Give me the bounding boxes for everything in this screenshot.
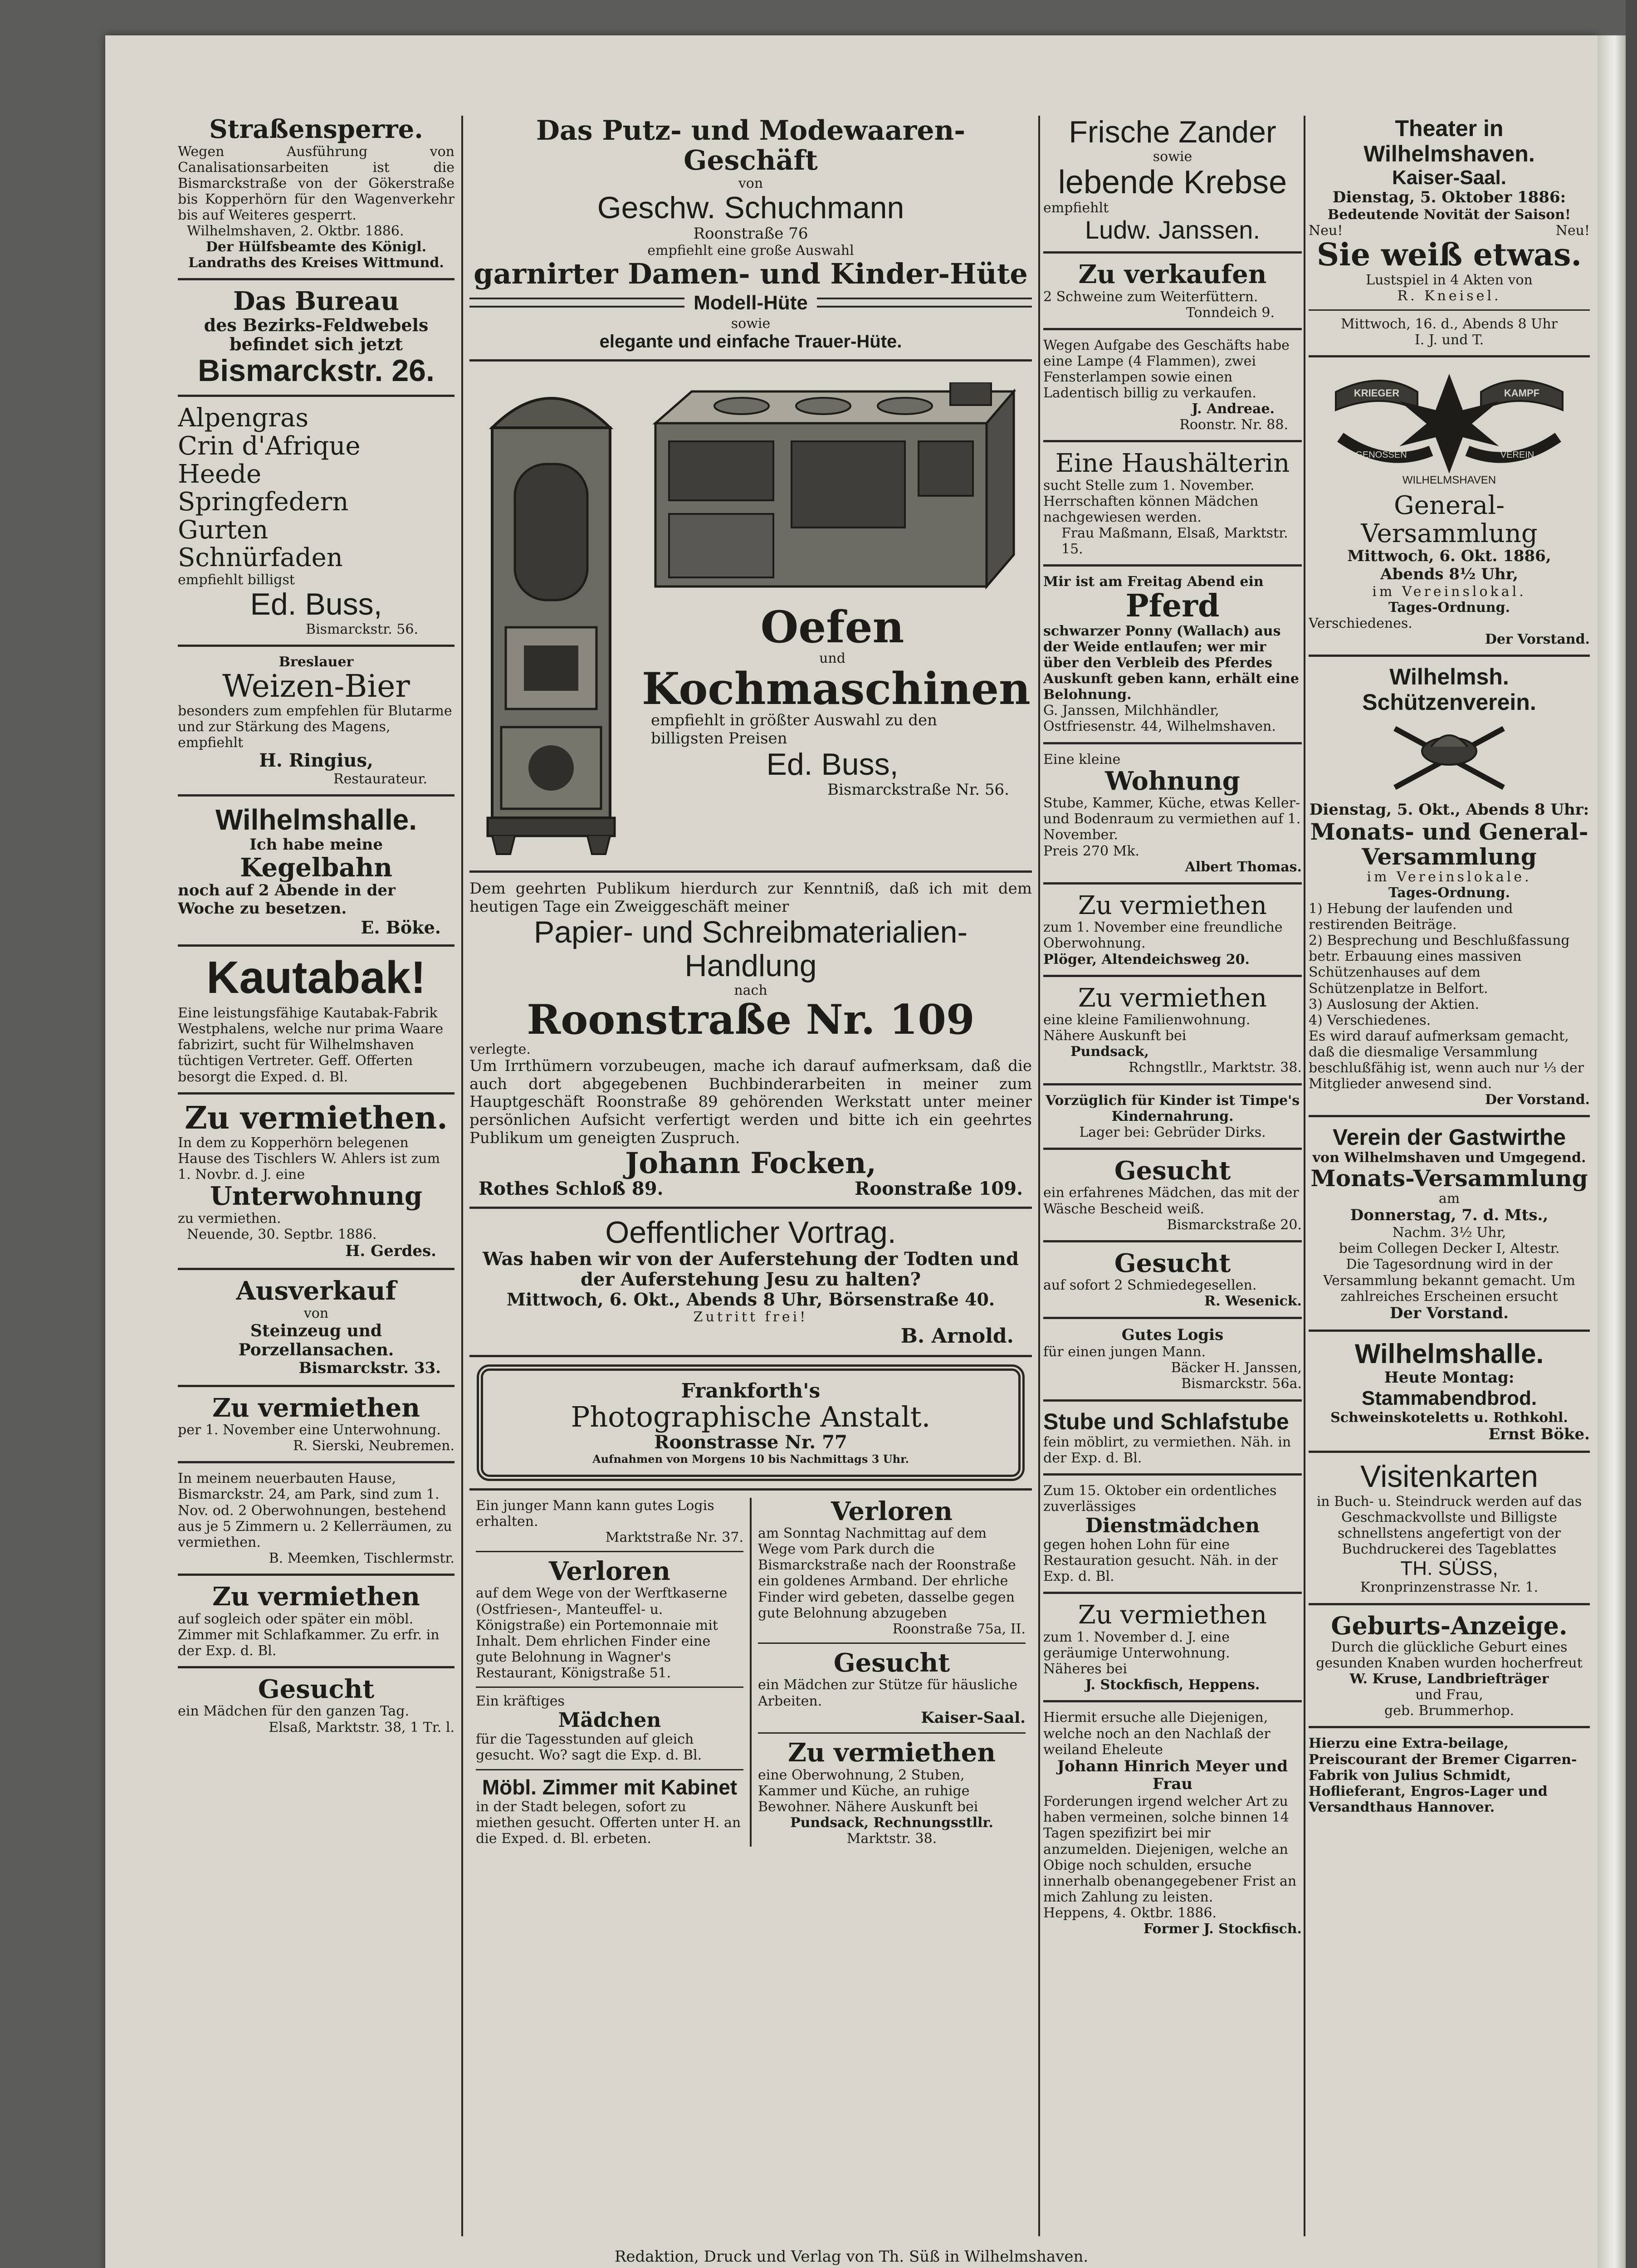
ad-title: Zu vermiethen — [212, 1393, 420, 1423]
ad-sign: Der Vorstand. — [1485, 631, 1590, 648]
ad-text: in Buch- u. Steindruck werden auf das Geschmackvollste und Billigste schnellstens angefertigt von der Buchdruckerei des Tageblattes — [1316, 1493, 1582, 1558]
ad-play: Sie weiß etwas. — [1316, 237, 1582, 274]
ad-title: Gesucht — [258, 1674, 375, 1704]
ad-wanted-4 — [1043, 1250, 1302, 1310]
ad-lodging — [476, 1498, 743, 1545]
ad-title: Kautabak! — [206, 952, 426, 1003]
ad-address: Roonstrasse Nr. 77 — [654, 1431, 847, 1453]
ad-text: Eine leistungsfähige Kautabak-Fabrik Westphalens, welche nur prima Waare fabrizirt, sucht für Wilhelmshaven tüchtigen Vertreter. Geff. Offerten besorgt die Exped. d. Bl. — [178, 1005, 444, 1085]
ad-date: Dienstag, 5. Oktober 1886: — [1332, 188, 1566, 207]
ad-room — [476, 1776, 743, 1847]
emblem-seal-left: GENOSSEN — [1355, 450, 1407, 460]
column-rule — [1304, 116, 1305, 2236]
agenda-item: 1) Hebung der laufenden und restirenden Beiträge. — [1309, 901, 1513, 933]
emblem-ribbon-left: KRIEGER — [1354, 387, 1400, 399]
ad-title-2: Monats-Versammlung — [1310, 1165, 1588, 1192]
ad-title: General-Versammlung — [1361, 491, 1538, 548]
ad-agenda-items — [1309, 901, 1590, 1092]
ad-when: Mittwoch, 6. Okt., Abends 8 Uhr, Börsenstraße 40. — [506, 1289, 995, 1310]
iron-cross-emblem-icon — [1327, 365, 1572, 487]
ad-name: E. Böke. — [361, 917, 441, 938]
decor-line — [817, 298, 1032, 308]
ad-chewing-tobacco — [178, 954, 454, 1085]
ad-text: Um Irrthümern vorzubeugen, mache ich darauf aufmerksam, daß die auch dort abgegebenen Buchbinderarbeiten in meiner zum Hauptgeschäft Roonstraße 89 gehörenden Werkstatt unter meiner persönlichen Aufsicht verfertigt werden und bitte ich ein geehrtes Publikum um geneigten Zuspruch. — [469, 1056, 1032, 1147]
ad-name: G. Janssen, Milchhändler, Ostfriesenstr. 44, Wilhelmshaven. — [1043, 703, 1276, 735]
ad-sowie: sowie — [731, 315, 771, 332]
ad-housekeeper — [1043, 450, 1302, 557]
column-rule — [461, 116, 463, 2236]
ad-pre: Breslauer — [279, 654, 354, 670]
ad-title: Wohnung — [1105, 766, 1240, 796]
ad-title: Zu vermiethen — [1078, 1600, 1267, 1630]
stove-text — [642, 601, 1031, 799]
ad-supplement — [1309, 1735, 1590, 1815]
decor-line — [469, 298, 684, 308]
column-4 — [1309, 116, 1590, 2236]
ad-where: im Vereinslokal. — [1372, 583, 1526, 600]
ad-note: empfiehlt billigst — [178, 572, 295, 588]
ad-verlegte: verlegte. — [469, 1041, 531, 1057]
ad-title: Photographische Anstalt. — [571, 1400, 931, 1433]
emblem-ribbon-right: KAMPF — [1504, 387, 1540, 399]
ad-text: Ein junger Mann kann gutes Logis erhalten. — [476, 1497, 714, 1530]
ad-line: befindet sich jetzt — [230, 334, 403, 355]
ad-text: Stube, Kammer, Küche, etwas Keller- und Bodenraum zu vermiethen auf 1. November. — [1043, 795, 1301, 843]
ad-text: per 1. November eine Unterwohnung. — [178, 1422, 441, 1438]
ad-text: In meinem neuerbauten Hause, Bismarckstr. 24, am Park, sind zum 1. Nov. od. 2 Oberwohnungen, bestehend aus je 5 Zimmern u. 2 Kellerräumen, zu vermiethen. — [178, 1471, 452, 1550]
ad-horse — [1043, 574, 1302, 734]
ad-title: Frische Zander — [1069, 116, 1276, 149]
ad-date: Wilhelmshaven, 2. Oktbr. 1886. — [187, 223, 404, 240]
ad-veterans-association — [1309, 365, 1590, 647]
ad-rent-2 — [178, 1394, 454, 1454]
ad-am: am — [1438, 1191, 1460, 1207]
ad-line: von — [303, 1305, 329, 1321]
ad-text: Hierzu eine Extra-beilage, Preiscourant der Bremer Cigarren-Fabrik von Julius Schmidt, Hoflieferant, Engros-Lager und Versandthaus Hannover. — [1309, 1735, 1577, 1815]
ad-line: Schweinskoteletts u. Rothkohl. — [1330, 1409, 1568, 1426]
ad-text: zum 1. November d. J. eine geräumige Unterwohnung. — [1043, 1629, 1230, 1662]
ad-title: Gesucht — [1114, 1155, 1231, 1186]
ad-agenda: Tages-Ordnung. — [1388, 599, 1510, 616]
ad-von: von — [738, 176, 763, 191]
ad-text: besonders zum empfehlen für Blutarme und zur Stärkung des Magens, empfiehlt — [178, 703, 452, 751]
ad-title: Wilhelmshalle. — [215, 803, 417, 836]
agenda-item: 3) Auslosung der Aktien. — [1309, 996, 1480, 1012]
center-subcol-right — [752, 1498, 1032, 1847]
ad-address: Marktstr. 38. — [846, 1831, 937, 1847]
ad-address: Kronprinzenstrasse Nr. 1. — [1360, 1579, 1539, 1596]
ad-venue: Kaiser-Saal. — [1392, 166, 1506, 189]
ad-note: empfiehlt — [1043, 200, 1109, 216]
ad-name: Bäcker H. Janssen, — [1171, 1360, 1302, 1376]
ad-note: Näheres bei — [1043, 1661, 1127, 1677]
ad-rent-5 — [758, 1739, 1026, 1847]
ad-pre: Mir ist am Freitag Abend ein — [1043, 574, 1264, 590]
ad-item: Springfedern — [178, 487, 349, 517]
ad-text: auf dem Wege von der Werftkaserne (Ostfriesen-, Manteuffel- u. Königstraße) ein Portemonnaie mit Inhalt. Dem ehrlichen Finder eine gute Belohnung in Wagner's Restaurant, Königstraße 51. — [476, 1585, 728, 1681]
ad-lodging-2 — [1043, 1326, 1302, 1392]
ad-text: für einen jungen Mann. — [1043, 1344, 1206, 1360]
ad-when: Dienstag, 5. Okt., Abends 8 Uhr: — [1309, 801, 1589, 819]
ad-rent-8 — [1043, 1601, 1302, 1693]
ad-when: Donnerstag, 7. d. Mts., — [1350, 1206, 1549, 1225]
ad-stationery — [469, 880, 1032, 1199]
ad-title: Das Bureau — [233, 286, 400, 317]
ad-rent-3 — [178, 1471, 454, 1566]
emblem-seal-right: VEREIN — [1500, 450, 1534, 460]
ad-title: Straßensperre. — [209, 116, 423, 144]
ad-name: Johann Focken, — [625, 1146, 876, 1180]
ad-name: Albert Thomas. — [1185, 859, 1302, 875]
ad-title: Wilhelmsh. Schützenverein. — [1362, 664, 1536, 715]
ad-text: zum 1. November eine freundliche Oberwohnung. — [1043, 919, 1283, 952]
ad-rent-4 — [178, 1583, 454, 1659]
ad-rooms — [1043, 1409, 1302, 1466]
ad-time: Nachm. 3½ Uhr, — [1392, 1225, 1506, 1241]
ad-address: Bismarckstr. 33. — [298, 1359, 441, 1377]
ad-title-2: Unterwohnung — [210, 1181, 423, 1212]
ad-title-2: Kochmaschinen — [642, 663, 1031, 714]
imprint: Redaktion, Druck und Verlag von Th. Süß in Wilhelmshaven. — [614, 2248, 1089, 2266]
ad-title: Dienstmädchen — [1085, 1514, 1260, 1537]
ad-rent-7 — [1043, 984, 1302, 1076]
ad-sale-pigs — [1043, 261, 1302, 321]
ad-text: eine Oberwohnung, 2 Stuben, Kammer und Küche, an ruhige Bewohner. Nähere Auskunft bei — [758, 1767, 978, 1815]
ad-name: Ernst Böke. — [1488, 1425, 1590, 1443]
ad-text: in der Stadt belegen, sofort zu miethen gesucht. Offerten unter H. an die Exped. d. Bl. erbeten. — [476, 1799, 741, 1847]
ad-neu: Neu! — [1309, 223, 1343, 239]
ad-baby-food — [1043, 1093, 1302, 1140]
ad-address: Roonstraße 75a, II. — [892, 1621, 1026, 1637]
ad-text: Vorzüglich für Kinder ist Timpe's Kindernahrung. — [1045, 1092, 1300, 1124]
ad-innkeepers — [1309, 1124, 1590, 1322]
ad-text: Wegen Aufgabe des Geschäfts habe eine Lampe (4 Flammen), zwei Fensterlampen sowie einen Ladentisch billig zu verkaufen. — [1043, 337, 1290, 401]
ad-rent-6 — [1043, 892, 1302, 968]
ad-note: Bedeutende Novität der Saison! — [1327, 207, 1571, 223]
ad-apartment — [1043, 752, 1302, 875]
ad-title: Mädchen — [558, 1709, 661, 1732]
ad-wanted-2 — [758, 1649, 1026, 1727]
ad-item: Heede — [178, 459, 262, 489]
agenda-item: 4) Verschiedenes. — [1309, 1012, 1431, 1028]
ad-text: auf sogleich oder später ein möbl. Zimmer mit Schlafkammer. Zu erfr. in der Exp. d. Bl. — [178, 1611, 440, 1659]
column-center — [469, 116, 1032, 2236]
ad-title: Oeffentlicher Vortrag. — [605, 1215, 896, 1250]
ad-note: zu vermiethen. — [178, 1210, 281, 1227]
ad-name-2: und Frau, — [1415, 1687, 1483, 1703]
ad-text: Hiermit ersuche alle Diejenigen, welche noch an den Nachlaß der weiland Eheleute — [1043, 1710, 1271, 1758]
ad-name: Ludw. Janssen. — [1085, 215, 1261, 244]
ad-title: Visitenkarten — [1360, 1459, 1538, 1494]
ad-text: eine kleine Familienwohnung. Nähere Auskunft bei — [1043, 1012, 1251, 1044]
ad-title: Verloren — [549, 1556, 670, 1586]
ad-address: Roonstraße 76 — [693, 224, 808, 243]
ad-address: Rchngstllr., Marktstr. 38. — [1129, 1060, 1302, 1076]
ad-servant — [1043, 1483, 1302, 1585]
ad-text: Zum 15. Oktober ein ordentliches zuverlässiges — [1043, 1482, 1277, 1515]
ad-line: elegante und einfache Trauer-Hüte. — [599, 331, 902, 352]
ad-text: am Sonntag Nachmittag auf dem Wege vom Park durch die Bismarckstraße nach der Roonstraße ein goldenes Armband. Der ehrliche Finder wird gebeten, dasselbe gegen gute Belohnung abzugeben — [758, 1525, 1016, 1621]
ad-nach: nach — [734, 982, 767, 999]
ad-lost-1 — [476, 1558, 743, 1681]
ad-text: Die Tagesordnung wird in der Versammlung bekannt gemacht. Um zahlreiches Erscheinen ersucht — [1323, 1256, 1575, 1305]
ad-when: Mittwoch, 6. Okt. 1886, — [1347, 547, 1551, 566]
ad-time: Abends 8½ Uhr, — [1380, 565, 1518, 583]
center-subcolumns — [469, 1498, 1032, 1847]
ad-title-2: Monats- und General-Versammlung — [1310, 818, 1588, 870]
ad-name: TH. SÜSS, — [1400, 1557, 1498, 1580]
ad-photo-studio — [469, 1364, 1032, 1481]
ad-name: J. Andreae. — [1192, 401, 1275, 417]
ad-name: R. Sierski, Neubremen. — [293, 1438, 454, 1454]
ad-extra: Mittwoch, 16. d., Abends 8 Uhr — [1340, 316, 1558, 332]
ad-upholstery — [178, 404, 454, 637]
ad-address: Elsaß, Marktstr. 38, 1 Tr. l. — [269, 1719, 454, 1735]
ad-title: Zu vermiethen — [1078, 890, 1267, 920]
ad-name: J. Stockfisch, Heppens. — [1085, 1677, 1260, 1693]
ad-name: Pundsack, — [1070, 1044, 1149, 1060]
ad-text: schwarzer Ponny (Wallach) aus der Weide entlaufen; wer mir über den Verbleib des Pferdes Auskunft geben kann, erhält eine Belohnung. — [1043, 623, 1299, 703]
ad-sub-row — [469, 292, 1032, 314]
ad-text: auf sofort 2 Schmiedegesellen. — [1043, 1277, 1257, 1294]
ad-line: Stammabendbrod. — [1361, 1387, 1537, 1410]
ad-name: Pundsack, Rechnungsstllr. — [790, 1815, 993, 1831]
ad-name: Kaiser-Saal. — [921, 1708, 1026, 1727]
ad-lost-2 — [758, 1498, 1026, 1637]
ad-name: Ed. Buss, — [250, 587, 382, 622]
ad-text: ein Mädchen zur Stütze für häusliche Arbeiten. — [758, 1677, 1018, 1709]
ad-title: Das Putz- und Modewaaren-Geschäft — [536, 116, 966, 176]
ad-line: Ich habe meine — [249, 835, 383, 854]
column-rule — [1038, 116, 1040, 2236]
ad-name: Plöger, Altendeichsweg 20. — [1043, 951, 1250, 968]
ad-title: Zu vermiethen. — [185, 1100, 448, 1136]
emblem-city: WILHELMSHAVEN — [1402, 474, 1496, 487]
ad-title: Eine Haushälterin — [1055, 449, 1290, 479]
ad-title: Gesucht — [833, 1647, 950, 1678]
ad-name: Frau Maßmann, Elsaß, Marktstr. 15. — [1061, 525, 1288, 557]
ad-text-2: Forderungen irgend welcher Art zu haben vermeinen, solche binnen 14 Tagen spezifizirt bei mir anzumelden. Diejenigen, welche an Obige noch schulden, ersuche innerhalb obenangegebener Frist an mich Zahlung zu leisten. — [1043, 1794, 1297, 1905]
ad-title: Zu vermiethen — [1078, 983, 1267, 1013]
ad-where: im Vereinslokale. — [1367, 869, 1532, 885]
ad-neu-row — [1309, 223, 1590, 239]
ad-text: empfiehlt eine große Auswahl — [647, 243, 854, 259]
ad-text: ein Mädchen für den ganzen Tag. — [178, 1703, 409, 1720]
ad-wilhelmshalle — [178, 804, 454, 937]
ad-address: Bismarckstr. 56a. — [1181, 1376, 1302, 1392]
ad-title-2: lebende Krebse — [1058, 164, 1287, 200]
ad-sign: Der Vorstand. — [1485, 1092, 1590, 1108]
ad-text: sucht Stelle zum 1. November. Herrschaften können Mädchen nachgewiesen werden. — [1043, 477, 1259, 526]
ad-text: ein erfahrenes Mädchen, das mit der Wäsche Bescheid weiß. — [1043, 1185, 1299, 1217]
ad-address: Marktstraße Nr. 37. — [605, 1529, 743, 1545]
ad-text: Wegen Ausführung von Canalisationsarbeiten ist die Bismarckstraße von der Gökerstraße bis Kopperhörn für den Wagenverkehr bis auf Weiteres gesperrt. — [178, 143, 454, 223]
scan-edge — [1626, 0, 1637, 2268]
crossed-rifles-icon — [1386, 719, 1513, 797]
tile-stove-illustration — [474, 373, 628, 859]
ad-address: Roonstr. Nr. 88. — [1179, 417, 1288, 433]
ad-date: Neuende, 30. Septbr. 1886. — [187, 1227, 377, 1243]
ad-sign: Der Vorstand. — [1390, 1304, 1509, 1322]
ad-name: B. Arnold. — [900, 1325, 1014, 1348]
ad-sub: Lustspiel in 4 Akten von — [1366, 272, 1533, 288]
ad-neu: Neu! — [1555, 223, 1590, 239]
ad-text: Es wird darauf aufmerksam gemacht, daß die diesmalige Versammlung beschlußfähig ist, wenn auch nur ⅓ der Mitglieder anwesend sind. — [1309, 1028, 1584, 1092]
ad-sign: Former J. Stockfisch. — [1143, 1921, 1302, 1937]
ad-item: Schnürfaden — [178, 543, 343, 573]
ad-hours: Aufnahmen von Morgens 10 bis Nachmittags 3 Uhr. — [592, 1452, 909, 1466]
page-fold — [1598, 35, 1626, 2268]
ad-address: Bismarckstr. 56. — [306, 621, 418, 637]
ad-rent-1 — [178, 1102, 454, 1261]
ad-text: für die Tagesstunden auf gleich gesucht. Wo? sagt die Exp. d. Bl. — [476, 1731, 702, 1764]
ad-title: Ausverkauf — [236, 1276, 396, 1306]
kitchen-range-illustration — [642, 382, 1023, 596]
ad-name: Frankforth's — [681, 1379, 821, 1403]
ad-lecture — [469, 1216, 1032, 1348]
ad-address: Tonndeich 9. — [1186, 304, 1275, 321]
ad-title: Verein der Gastwirthe — [1332, 1124, 1566, 1150]
ad-role: Restaurateur. — [333, 771, 427, 787]
ad-text: empfiehlt in größter Auswahl zu den billigsten Preisen — [651, 711, 938, 748]
ad-extra-2: I. J. und T. — [1414, 332, 1484, 348]
ad-item: Alpengras — [178, 403, 309, 433]
ad-text: 2 Schweine zum Weiterfüttern. — [1043, 288, 1258, 305]
ad-address: Bismarckstraße 20. — [1167, 1217, 1302, 1233]
ad-agenda: Tages-Ordnung. — [1388, 885, 1510, 901]
ad-pre: Ein kräftiges — [476, 1693, 565, 1710]
column-1 — [178, 116, 454, 2236]
ad-address: Rothes Schloß 89. — [479, 1178, 664, 1199]
ad-line: Heute Montag: — [1384, 1369, 1515, 1387]
ad-title: Gesucht — [1114, 1248, 1231, 1278]
ad-address: Bismarckstraße Nr. 56. — [827, 781, 1009, 799]
ad-title: Papier- und Schreibmaterialien-Handlung — [533, 915, 968, 983]
agenda-item: 2) Besprechung und Beschlußfassung betr. Erbauung eines massiven Schützenhauses auf dem Schützenplatze in Belfort. — [1309, 933, 1570, 997]
ad-birth — [1309, 1613, 1590, 1719]
ad-estate-notice — [1043, 1710, 1302, 1937]
ad-title: Verloren — [831, 1496, 953, 1526]
ad-item: Crin d'Afrique — [178, 431, 361, 461]
ad-address: Roonstraße 109. — [855, 1178, 1023, 1199]
ad-name: H. Gerdes. — [345, 1242, 436, 1261]
ad-text: Dem geehrten Publikum hierdurch zur Kenntniß, daß ich mit dem heutigen Tage ein Zweiggeschäft meiner — [469, 879, 1032, 916]
ad-title: Weizen-Bier — [222, 668, 410, 704]
ad-line: garnirter Damen- und Kinder-Hüte — [474, 257, 1028, 291]
ad-addresses — [469, 1179, 1032, 1199]
ad-theater — [1309, 116, 1590, 348]
ad-address: Roonstraße Nr. 109 — [527, 996, 975, 1044]
ad-line: des Bezirks-Feldwebels — [204, 314, 429, 335]
ad-title: Pferd — [1125, 588, 1220, 625]
ad-item: Verschiedenes. — [1309, 615, 1412, 631]
ad-note: Lager bei: Gebrüder Dirks. — [1079, 1124, 1266, 1140]
ad-title: Zu verkaufen — [1078, 259, 1267, 289]
ad-stoves — [469, 369, 1032, 863]
ad-where: beim Collegen Decker I, Altestr. — [1339, 1241, 1560, 1257]
ad-name: Geschw. Schuchmann — [597, 191, 904, 225]
ad-title: Oefen — [760, 601, 904, 653]
column-3 — [1043, 116, 1302, 2236]
ad-title: Gutes Logis — [1121, 1325, 1224, 1344]
ad-pre: Eine kleine — [1043, 751, 1121, 767]
ad-author: R. Kneisel. — [1397, 288, 1501, 304]
ad-text: Durch die glückliche Geburt eines gesunden Knaben wurden hocherfreut — [1316, 1639, 1583, 1672]
ad-title: Theater in Wilhelmshaven. — [1363, 116, 1535, 166]
ad-line: Steinzeug und Porzellansachen. — [238, 1321, 394, 1359]
ad-wilhelmshalle-2 — [1309, 1339, 1590, 1443]
center-subcol-left — [469, 1498, 750, 1847]
ad-question: Was haben wir von der Auferstehung der Todten und der Auferstehung Jesu zu halten? — [483, 1248, 1019, 1290]
ad-name: W. Kruse, Landbriefträger — [1349, 1671, 1549, 1687]
ad-free: Zutritt frei! — [693, 1309, 808, 1325]
ad-title: Stube und Schlafstube — [1043, 1408, 1289, 1434]
ad-wheat-beer — [178, 654, 454, 787]
ad-text: fein möblirt, zu vermiethen. Näh. in der Exp. d. Bl. — [1043, 1434, 1291, 1466]
ad-price: Preis 270 Mk. — [1043, 843, 1140, 859]
ad-title: Zu vermiethen — [788, 1738, 996, 1768]
ad-street-closure — [178, 116, 454, 271]
ad-name: H. Ringius, — [259, 750, 373, 772]
ad-name-3: geb. Brummerhop. — [1384, 1703, 1515, 1719]
ad-text: In dem zu Kopperhörn belegenen Hause des Tischlers W. Ahlers ist zum 1. Novbr. d. J. eine — [178, 1135, 440, 1183]
ad-title: Wilhelmshalle. — [1354, 1339, 1544, 1369]
ad-sign: Der Hülfsbeamte des Königl. Landraths des Kreises Wittmund. — [188, 239, 444, 271]
ad-date: Heppens, 4. Oktbr. 1886. — [1043, 1905, 1217, 1921]
ad-sub: von Wilhelmshaven und Umgegend. — [1312, 1150, 1586, 1166]
ad-address: Bismarckstr. 26. — [198, 353, 435, 388]
ad-name: R. Wesenick. — [1204, 1293, 1302, 1310]
ad-sale-shop — [1043, 337, 1302, 433]
ad-name: Johann Hinrich Meyer und Frau — [1057, 1757, 1288, 1794]
ad-line: Kegelbahn — [240, 852, 392, 883]
ad-millinery — [469, 116, 1032, 352]
ad-shooting-club — [1309, 664, 1590, 1108]
ad-wanted-3 — [1043, 1157, 1302, 1233]
ad-sowie: sowie — [1153, 149, 1192, 165]
ad-bureau — [178, 288, 454, 387]
ad-fish — [1043, 116, 1302, 244]
ad-title: Zu vermiethen — [212, 1581, 420, 1612]
ad-title: Möbl. Zimmer mit Kabinet — [482, 1775, 738, 1799]
ad-title: Geburts-Anzeige. — [1331, 1611, 1568, 1640]
ad-und: und — [819, 650, 845, 666]
ad-sub: Modell-Hüte — [694, 291, 808, 314]
ad-clearance — [178, 1277, 454, 1378]
ad-maid — [476, 1693, 743, 1764]
ad-name: Ed. Buss, — [766, 747, 899, 782]
ad-name: B. Meemken, Tischlermstr. — [269, 1550, 454, 1566]
ornament-frame — [477, 1364, 1025, 1481]
ad-wanted — [178, 1676, 454, 1735]
ad-text-2: gegen hohen Lohn für eine Restauration gesucht. Näh. in der Exp. d. Bl. — [1043, 1537, 1278, 1585]
ad-line: noch auf 2 Abende in der Woche zu besetzen. — [178, 881, 396, 918]
ad-visiting-cards — [1309, 1460, 1590, 1595]
ad-item: Gurten — [178, 515, 269, 545]
